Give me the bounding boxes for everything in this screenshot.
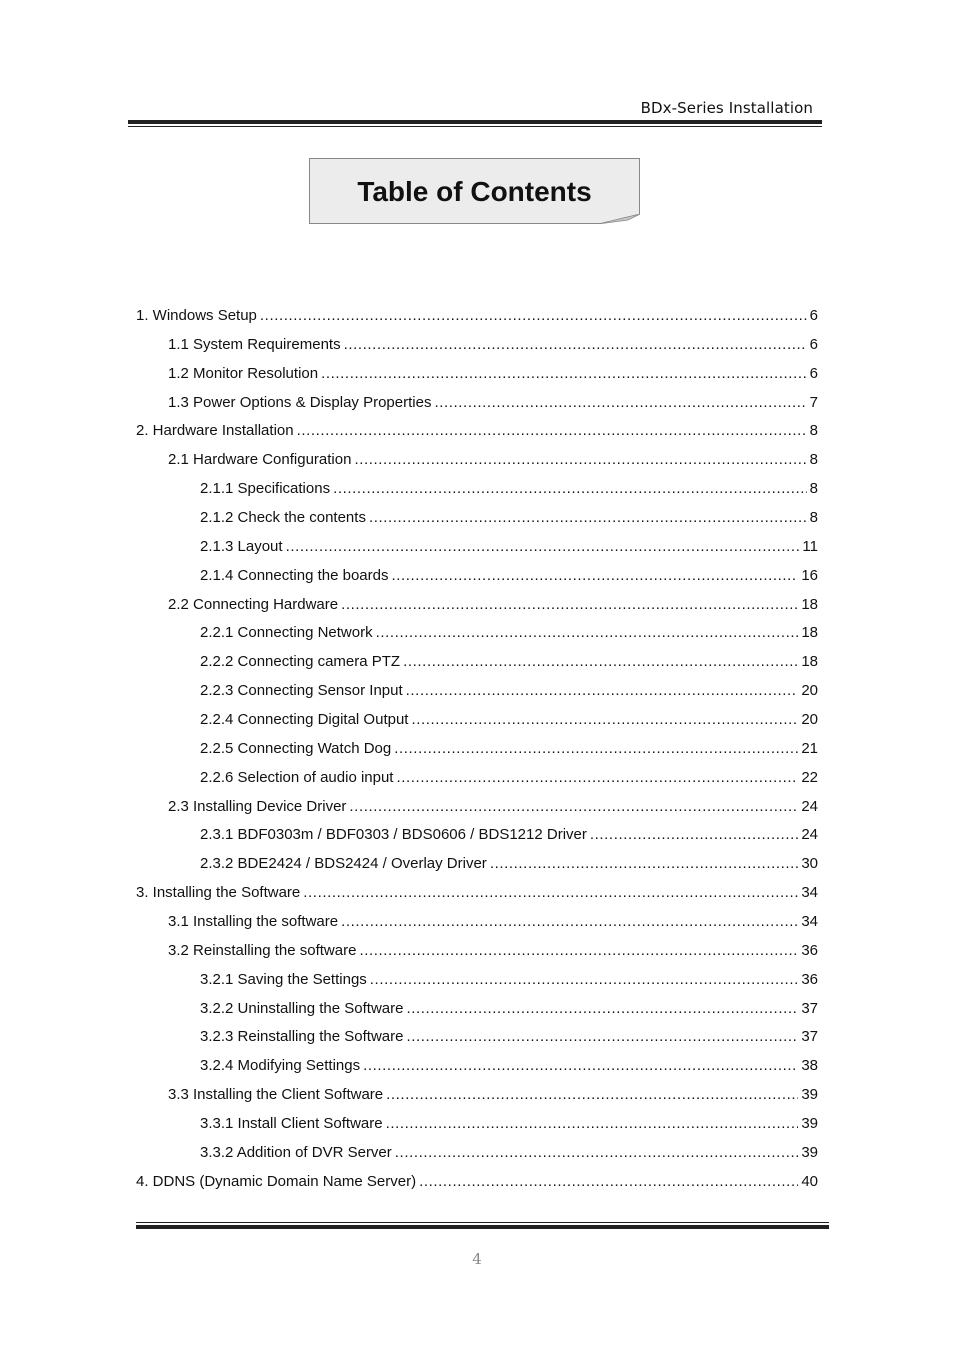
toc-dot-leader <box>419 1168 798 1197</box>
toc-entry-title: 2.2.1 Connecting Network <box>200 624 373 642</box>
toc-entry-page: 8 <box>809 451 818 469</box>
toc-heading-box <box>309 158 640 224</box>
toc-entry-page: 39 <box>801 1115 818 1133</box>
toc-entry-page: 20 <box>801 711 818 729</box>
toc-entry-title: 3.2.1 Saving the Settings <box>200 970 367 988</box>
toc-dot-leader <box>434 389 806 418</box>
toc-dot-leader <box>370 966 799 995</box>
toc-entry-title: 2.1.2 Check the contents <box>200 509 366 527</box>
toc-entry[interactable] <box>136 1110 818 1139</box>
toc-entry[interactable] <box>136 879 818 908</box>
toc-entry[interactable] <box>136 417 818 446</box>
toc-entry[interactable] <box>136 648 818 677</box>
toc-dot-leader <box>344 331 807 360</box>
toc-entry-title: 1.1 System Requirements <box>168 335 341 353</box>
toc-entry-page: 34 <box>801 913 818 931</box>
toc-entry-page: 37 <box>801 999 818 1017</box>
toc-entry-title: 2.2.4 Connecting Digital Output <box>200 711 409 729</box>
toc-entry-page: 38 <box>801 1057 818 1075</box>
toc-dot-leader <box>590 821 798 850</box>
toc-dot-leader <box>260 302 807 331</box>
toc-entry-page: 18 <box>801 653 818 671</box>
toc-entry[interactable] <box>136 591 818 620</box>
toc-entry-page: 8 <box>809 509 818 527</box>
toc-entry-page: 34 <box>801 884 818 902</box>
toc-dot-leader <box>321 360 807 389</box>
toc-entry-title: 1.3 Power Options & Display Properties <box>168 393 432 411</box>
toc-entry-title: 3.3.1 Install Client Software <box>200 1115 383 1133</box>
toc-dot-leader <box>391 562 798 591</box>
toc-entry-title: 2.3.2 BDE2424 / BDS2424 / Overlay Driver <box>200 855 487 873</box>
toc-entry[interactable] <box>136 533 818 562</box>
toc-dot-leader <box>333 475 807 504</box>
toc-entry-title: 3.1 Installing the software <box>168 913 339 931</box>
toc-entry[interactable] <box>136 360 818 389</box>
toc-dot-leader <box>363 1052 798 1081</box>
document-header-title: BDx-Series Installation <box>640 99 813 117</box>
toc-entry-title: 2.1.1 Specifications <box>200 480 331 498</box>
toc-entry-title: 2.2.6 Selection of audio input <box>200 768 394 786</box>
toc-entry[interactable] <box>136 793 818 822</box>
toc-entry[interactable] <box>136 735 818 764</box>
toc-dot-leader <box>297 417 807 446</box>
toc-entry-title: 2.3 Installing Device Driver <box>168 797 347 815</box>
toc-dot-leader <box>406 995 798 1024</box>
toc-entry-title: 2.2.5 Connecting Watch Dog <box>200 739 392 757</box>
toc-entry[interactable] <box>136 937 818 966</box>
toc-entry-page: 39 <box>801 1086 818 1104</box>
toc-entry[interactable] <box>136 966 818 995</box>
toc-entry[interactable] <box>136 475 818 504</box>
toc-dot-leader <box>354 446 806 475</box>
toc-entry[interactable] <box>136 331 818 360</box>
toc-entry-page: 30 <box>801 855 818 873</box>
toc-dot-leader <box>396 764 798 793</box>
toc-entry-title: 3. Installing the Software <box>136 884 301 902</box>
toc-entry-page: 18 <box>801 595 818 613</box>
toc-entry-title: 3.2.3 Reinstalling the Software <box>200 1028 404 1046</box>
toc-entry-title: 2.2.3 Connecting Sensor Input <box>200 682 403 700</box>
header-rule-thin <box>128 126 822 127</box>
toc-dot-leader <box>349 793 798 822</box>
toc-dot-leader <box>376 619 799 648</box>
toc-entry-page: 21 <box>801 739 818 757</box>
toc-entry[interactable] <box>136 619 818 648</box>
toc-entry[interactable] <box>136 995 818 1024</box>
toc-entry-page: 8 <box>809 422 818 440</box>
toc-entry-page: 18 <box>801 624 818 642</box>
toc-entry[interactable] <box>136 562 818 591</box>
toc-dot-leader <box>403 648 798 677</box>
toc-heading: Table of Contents <box>357 176 592 207</box>
toc-dot-leader <box>395 1139 799 1168</box>
toc-entry[interactable] <box>136 821 818 850</box>
toc-entry[interactable] <box>136 302 818 331</box>
toc-entry-title: 3.2.2 Uninstalling the Software <box>200 999 404 1017</box>
toc-entry-title: 1.2 Monitor Resolution <box>168 364 319 382</box>
toc-entry-page: 24 <box>801 826 818 844</box>
toc-dot-leader <box>303 879 798 908</box>
toc-entry-title: 2.1.4 Connecting the boards <box>200 566 389 584</box>
toc-dot-leader <box>341 591 798 620</box>
toc-entry-title: 2. Hardware Installation <box>136 422 294 440</box>
toc-dot-leader <box>341 908 798 937</box>
toc-entry-title: 2.2.2 Connecting camera PTZ <box>200 653 401 671</box>
toc-dot-leader <box>394 735 798 764</box>
page-number: 4 <box>472 1250 482 1268</box>
toc-entry-page: 36 <box>801 941 818 959</box>
toc-dot-leader <box>406 677 799 706</box>
toc-entry-page: 37 <box>801 1028 818 1046</box>
toc-entry-page: 8 <box>809 480 818 498</box>
toc-entry-title: 3.3 Installing the Client Software <box>168 1086 384 1104</box>
toc-entry-title: 2.1.3 Layout <box>200 537 283 555</box>
toc-entry-page: 24 <box>801 797 818 815</box>
toc-entry[interactable] <box>136 446 818 475</box>
toc-entry-title: 2.3.1 BDF0303m / BDF0303 / BDS0606 / BDS1212 Driver <box>200 826 587 844</box>
toc-dot-leader <box>286 533 800 562</box>
toc-entry-page: 11 <box>802 537 818 555</box>
toc-entry[interactable] <box>136 1139 818 1168</box>
header-rule-thick <box>128 120 822 124</box>
toc-dot-leader <box>406 1023 798 1052</box>
toc-dot-leader <box>369 504 807 533</box>
footer-rule-thin <box>136 1222 829 1223</box>
toc-entry[interactable] <box>136 1023 818 1052</box>
toc-entry[interactable] <box>136 764 818 793</box>
toc-entry-page: 40 <box>801 1172 818 1190</box>
toc-dot-leader <box>386 1081 798 1110</box>
toc-entry[interactable] <box>136 850 818 879</box>
toc-entry-page: 36 <box>801 970 818 988</box>
footer-rule-thick <box>136 1225 829 1229</box>
toc-entry-page: 22 <box>801 768 818 786</box>
toc-list <box>136 302 818 1197</box>
toc-entry-title: 2.2 Connecting Hardware <box>168 595 339 613</box>
toc-entry-page: 7 <box>809 393 818 411</box>
toc-entry-page: 6 <box>809 364 818 382</box>
toc-entry-title: 3.3.2 Addition of DVR Server <box>200 1143 392 1161</box>
page-curl-icon <box>598 214 640 224</box>
toc-entry[interactable] <box>136 1052 818 1081</box>
toc-entry[interactable] <box>136 706 818 735</box>
toc-dot-leader <box>386 1110 799 1139</box>
toc-entry-page: 6 <box>809 335 818 353</box>
toc-dot-leader <box>359 937 798 966</box>
toc-entry[interactable] <box>136 908 818 937</box>
toc-entry[interactable] <box>136 389 818 418</box>
toc-entry[interactable] <box>136 1168 818 1197</box>
toc-entry-page: 6 <box>809 307 818 324</box>
toc-entry[interactable] <box>136 1081 818 1110</box>
toc-entry[interactable] <box>136 677 818 706</box>
toc-entry-title: 1. Windows Setup <box>136 307 257 324</box>
toc-entry-title: 3.2.4 Modifying Settings <box>200 1057 361 1075</box>
toc-dot-leader <box>411 706 798 735</box>
toc-entry[interactable] <box>136 504 818 533</box>
toc-entry-page: 39 <box>801 1143 818 1161</box>
toc-entry-page: 20 <box>801 682 818 700</box>
toc-entry-title: 2.1 Hardware Configuration <box>168 451 352 469</box>
toc-entry-page: 16 <box>801 566 818 584</box>
toc-entry-title: 3.2 Reinstalling the software <box>168 941 357 959</box>
toc-dot-leader <box>490 850 799 879</box>
toc-entry-title: 4. DDNS (Dynamic Domain Name Server) <box>136 1172 417 1190</box>
